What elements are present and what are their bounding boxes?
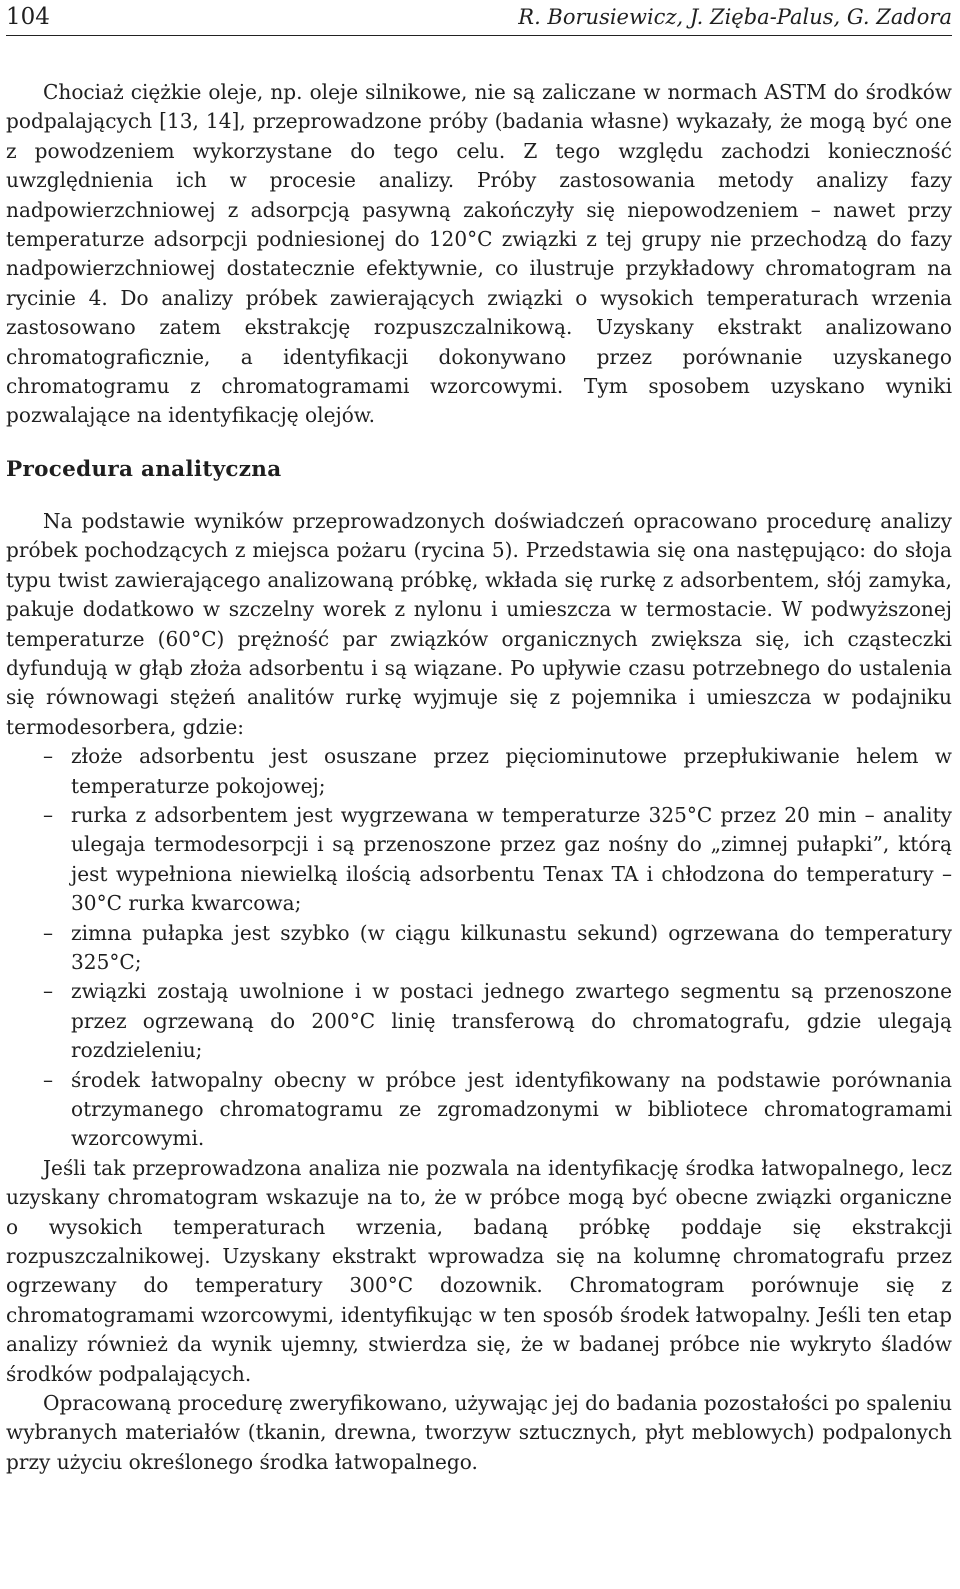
intro-paragraph: Chociaż ciężkie oleje, np. oleje silnikowe, nie są zaliczane w normach ASTM do środków podpalających [13, 14], przeprowadzone próby (badania własne) wykazały, że mogą być one z powodzeniem wykorzystane do tego celu. Z tego względu zachodzi konieczność uwzględnienia ich w procesie analizy. Próby zastosowania metody analizy fazy nadpowierzchniowej z adsorpcją pasywną zakończyły się niepowodzeniem – nawet przy temperaturze adsorpcji podniesionej do 120°C związki z tej grupy nie przechodzą do fazy nadpowierzchniowej dostatecznie efektywnie, co ilustruje przykładowy chromatogram na rycinie 4. Do analizy próbek zawierających związki o wysokich temperaturach wrzenia zastosowano zatem ekstrakcję rozpuszczalnikową. Uzyskany ekstrakt analizowano chromatograficznie, a identyfikacji dokonywano przez porównanie uzyskanego chromatogramu z chromatogramami wzorcowymi. Tym sposobem uzyskano wyniki pozwalające na identyfikację olejów. (6, 80, 952, 428)
list-item-text: rurka z adsorbentem jest wygrzewana w temperaturze 325°C przez 20 min – anality ulegaja termodesorpcji i są przenoszone przez gaz nośny do „zimnej pułapki”, którą jest wypełniona niewielką ilością adsorbentu Tenax TA i chłodzona do temperatury –30°C rurka kwarcowa; (71, 802, 952, 916)
list-item (6, 977, 952, 1065)
list-dash: – (43, 920, 54, 945)
list-item-text: złoże adsorbentu jest osuszane przez pięciominutowe przepłukiwanie helem w temperaturze pokojowej; (71, 744, 952, 798)
procedure-steps-list (6, 742, 952, 1154)
list-item-text: związki zostają uwolnione i w postaci jednego zwartego segmentu są przenoszone przez ogrzewaną do 200°C linię transferową do chromatografu, gdzie ulegają rozdzieleniu; (71, 979, 952, 1063)
section-heading: Procedura analityczna (6, 456, 282, 482)
list-item (6, 919, 952, 978)
list-item (6, 1066, 952, 1154)
running-header (6, 0, 952, 36)
list-dash: – (43, 1067, 54, 1092)
negative-result-paragraph: Jeśli tak przeprowadzona analiza nie pozwala na identyfikację środka łatwopalnego, lecz uzyskany chromatogram wskazuje na to, że w próbce mogą być obecne związki organiczne o wysokich temperaturach wrzenia, badaną próbkę poddaje się ekstrakcji rozpuszczalnikowej. Uzyskany ekstrakt wprowadza się na kolumnę chromatografu przez ogrzewany do temperatury 300°C dozownik. Chromatogram porównuje się z chromatogramami wzorcowymi, identyfikując w ten sposób środek łatwopalny. Jeśli ten etap analizy również da wynik ujemny, stwierdza się, że w badanej próbce nie wykryto śladów środków podpalających. (6, 1155, 952, 1386)
body-text (6, 36, 952, 1477)
running-header-authors: R. Borusiewicz, J. Zięba-Palus, G. Zadora (518, 5, 952, 29)
list-dash: – (43, 979, 54, 1004)
verification-paragraph: Opracowaną procedurę zweryfikowano, używając jej do badania pozostałości po spaleniu wybranych materiałów (tkanin, drewna, tworzyw sztucznych, płyt meblowych) podpalonych przy użyciu określonego środka łatwopalnego. (6, 1391, 953, 1474)
page-number: 104 (6, 4, 50, 30)
list-item (6, 742, 952, 801)
procedure-paragraph: Na podstawie wyników przeprowadzonych doświadczeń opracowano procedurę analizy próbek pochodzących z miejsca pożaru (rycina 5). Przedstawia się ona następująco: do słoja typu twist zawierającego analizowaną próbkę, wkłada się rurkę z adsorbentem, słój zamyka, pakuje dodatkowo w szczelny worek z nylonu i umieszcza w termostacie. W podwyższonej temperaturze (60°C) prężność par związków organicznych zwiększa się, ich cząsteczki dyfundują w głąb złoża adsorbentu i są wiązane. Po upływie czasu potrzebnego do ustalenia się równowagi stężeń analitów rurkę wyjmuje się z pojemnika i umieszcza w podajniku termodesorbera, gdzie: (6, 508, 952, 739)
list-item-text: środek łatwopalny obecny w próbce jest identyfikowany na podstawie porównania otrzymanego chromatogramu ze zgromadzonymi w bibliotece chromatogramami wzorcowymi. (71, 1067, 952, 1151)
list-item-text: zimna pułapka jest szybko (w ciągu kilkunastu sekund) ogrzewana do temperatury 325°C; (71, 920, 952, 974)
document-page (6, 0, 952, 1589)
list-dash: – (43, 802, 54, 827)
list-dash: – (43, 744, 54, 769)
list-item (6, 801, 952, 919)
